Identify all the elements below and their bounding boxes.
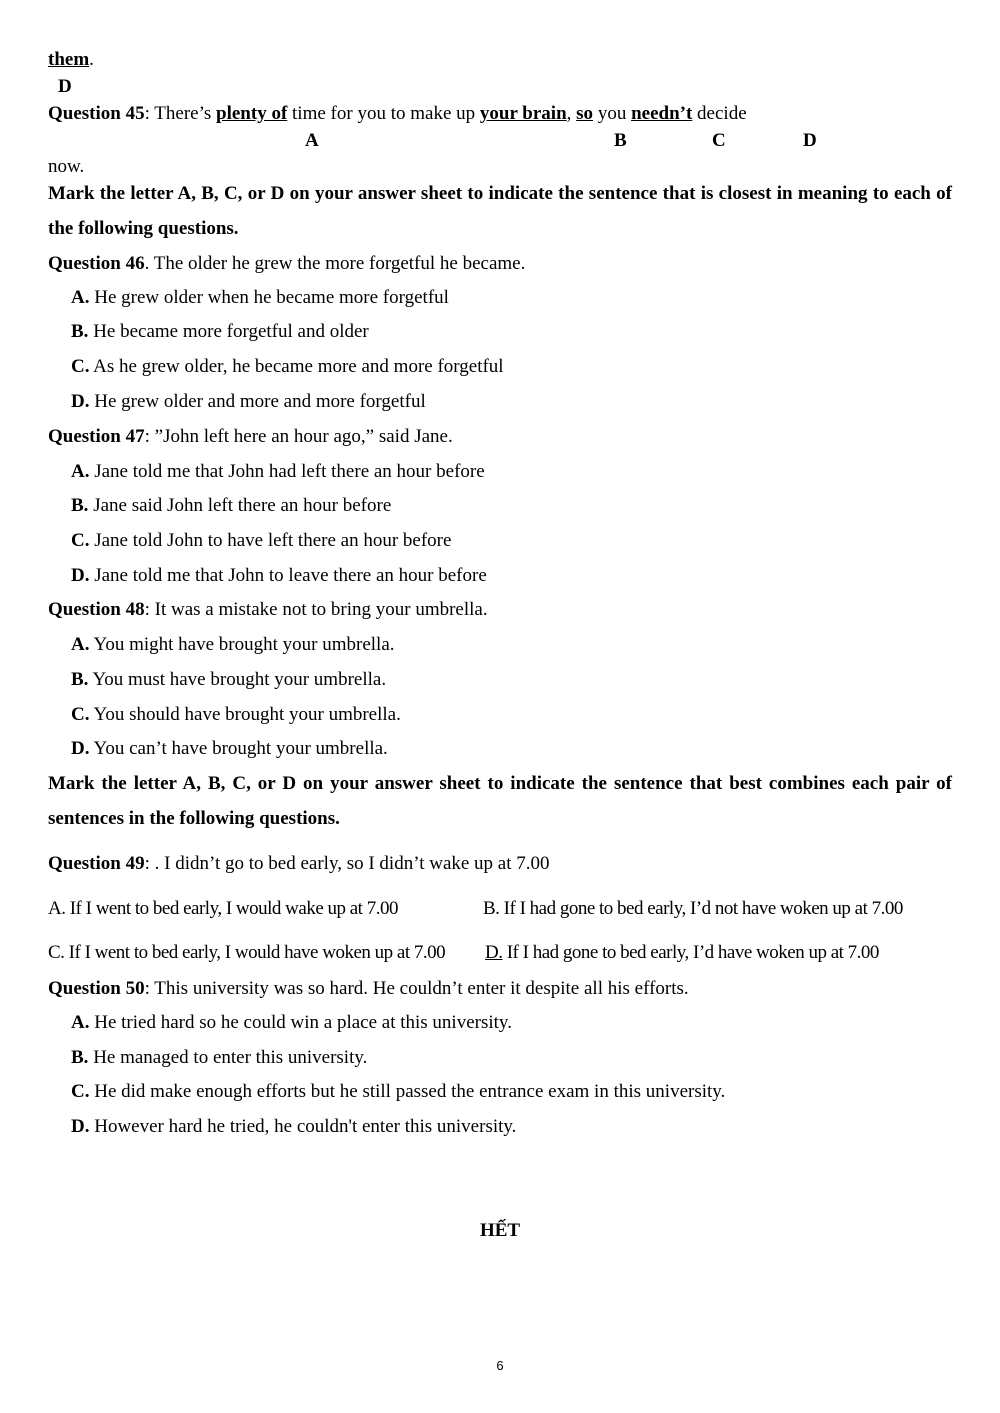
option-letter: D. [71, 1116, 90, 1137]
q50-option-d[interactable] [71, 1115, 516, 1139]
q45-letter-b: B [614, 130, 627, 151]
q46-option-c[interactable] [71, 355, 504, 379]
option-letter: B. [71, 669, 89, 690]
option-letter: B. [71, 495, 89, 516]
q46-option-d[interactable] [71, 390, 426, 414]
q45-part-a: plenty of [216, 103, 288, 124]
q45-part-c: so [576, 103, 594, 124]
question-45 [48, 102, 747, 126]
q45-label: Question 45 [48, 103, 145, 124]
q45-text-2: time for you to make up [287, 103, 480, 124]
question-46 [48, 252, 525, 276]
q49-option-c[interactable]: C. If I went to bed early, I would have woken up at 7.00 [48, 942, 446, 963]
option-text: He grew older and more and more forgetful [89, 391, 426, 412]
q47-label: Question 47 [48, 426, 145, 447]
q49-option-a[interactable]: A. If I went to bed early, I would wake up at 7.00 [48, 898, 398, 919]
option-text: However hard he tried, he couldn't enter this university. [89, 1116, 517, 1137]
q49-option-b[interactable]: B. If I had gone to bed early, I’d not have woken up at 7.00 [483, 898, 903, 919]
q45-text-3: , [566, 103, 577, 124]
q48-stem: : It was a mistake not to bring your umbrella. [144, 599, 488, 620]
option-text: He tried hard so he could win a place at this university. [89, 1012, 512, 1033]
instruction-combine-sentences: Mark the letter A, B, C, or D on your answer sheet to indicate the sentence that best combines each pair of sentences in the following questions. [48, 773, 952, 829]
option-text: He grew older when he became more forgetful [89, 287, 449, 308]
q45-letter-a: A [305, 130, 319, 151]
q45-text-1: There’s [154, 103, 217, 124]
option-letter: A. [71, 461, 90, 482]
q50-option-b[interactable] [71, 1046, 367, 1070]
option-text: As he grew older, he became more and more forgetful [89, 356, 504, 377]
q47-option-a[interactable] [71, 460, 485, 484]
q45-tail: now. [48, 156, 85, 177]
q47-option-c[interactable] [71, 529, 451, 553]
q48-option-b[interactable] [71, 668, 386, 692]
q48-label: Question 48 [48, 599, 145, 620]
option-letter: B. [71, 321, 89, 342]
q50-label: Question 50 [48, 978, 145, 999]
option-text: You might have brought your umbrella. [89, 634, 395, 655]
q44-tail [48, 48, 94, 72]
q49-label: Question 49 [48, 853, 145, 874]
q50-option-c[interactable] [71, 1080, 725, 1104]
option-text: Jane said John left there an hour before [88, 495, 392, 516]
option-text: Jane told me that John had left there an hour before [89, 461, 485, 482]
option-letter: B. [71, 1047, 89, 1068]
q47-option-d[interactable] [71, 564, 487, 588]
q45-text-5: decide [692, 103, 747, 124]
option-text: Jane told me that John to leave there an hour before [89, 565, 487, 586]
option-text: Jane told John to have left there an hour before [89, 530, 452, 551]
q49-option-d-letter: D. [485, 942, 503, 963]
q48-option-a[interactable] [71, 633, 395, 657]
q46-stem: . The older he grew the more forgetful he became. [144, 253, 526, 274]
option-letter: C. [71, 356, 90, 377]
option-letter: A. [71, 1012, 90, 1033]
option-letter: D. [71, 738, 90, 759]
question-49 [48, 852, 550, 876]
option-text: You should have brought your umbrella. [89, 704, 401, 725]
q47-stem: : ”John left here an hour ago,” said Jane. [144, 426, 453, 447]
option-letter: D. [71, 565, 90, 586]
q49-option-d[interactable] [485, 941, 879, 965]
q45-text-4: you [593, 103, 632, 124]
option-text: He did make enough efforts but he still passed the entrance exam in this university. [89, 1081, 726, 1102]
option-letter: A. [71, 287, 90, 308]
option-letter: C. [71, 704, 90, 725]
option-letter: C. [71, 1081, 90, 1102]
q46-option-b[interactable] [71, 320, 369, 344]
option-text: You must have brought your umbrella. [88, 669, 387, 690]
instruction-closest-meaning: Mark the letter A, B, C, or D on your answer sheet to indicate the sentence that is closest in meaning to each of the following questions. [48, 183, 952, 239]
question-47 [48, 425, 453, 449]
q44-period: . [89, 49, 94, 70]
end-marker: HẾT [479, 1220, 521, 1241]
page-number: 6 [496, 1358, 504, 1373]
q50-stem: : This university was so hard. He couldn’t enter it despite all his efforts. [144, 978, 689, 999]
q45-part-b: your brain [479, 103, 567, 124]
option-text: He became more forgetful and older [88, 321, 369, 342]
option-letter: D. [71, 391, 90, 412]
q45-letter-d: D [803, 130, 817, 151]
q50-option-a[interactable] [71, 1011, 512, 1035]
q46-label: Question 46 [48, 253, 145, 274]
option-letter: C. [71, 530, 90, 551]
q45-colon: : [144, 103, 155, 124]
q45-part-d: needn’t [631, 103, 693, 124]
option-text: You can’t have brought your umbrella. [89, 738, 388, 759]
q48-option-c[interactable] [71, 703, 401, 727]
q49-stem: : . I didn’t go to bed early, so I didn’t wake up at 7.00 [144, 853, 550, 874]
q45-letter-c: C [712, 130, 726, 151]
q46-option-a[interactable] [71, 286, 449, 310]
q47-option-b[interactable] [71, 494, 391, 518]
question-48 [48, 598, 488, 622]
question-50 [48, 977, 689, 1001]
q44-letter-d: D [58, 76, 72, 97]
q49-option-d-text: If I had gone to bed early, I’d have woken up at 7.00 [502, 942, 879, 963]
q44-underlined-word: them [48, 49, 90, 70]
option-letter: A. [71, 634, 90, 655]
option-text: He managed to enter this university. [88, 1047, 368, 1068]
q48-option-d[interactable] [71, 737, 388, 761]
